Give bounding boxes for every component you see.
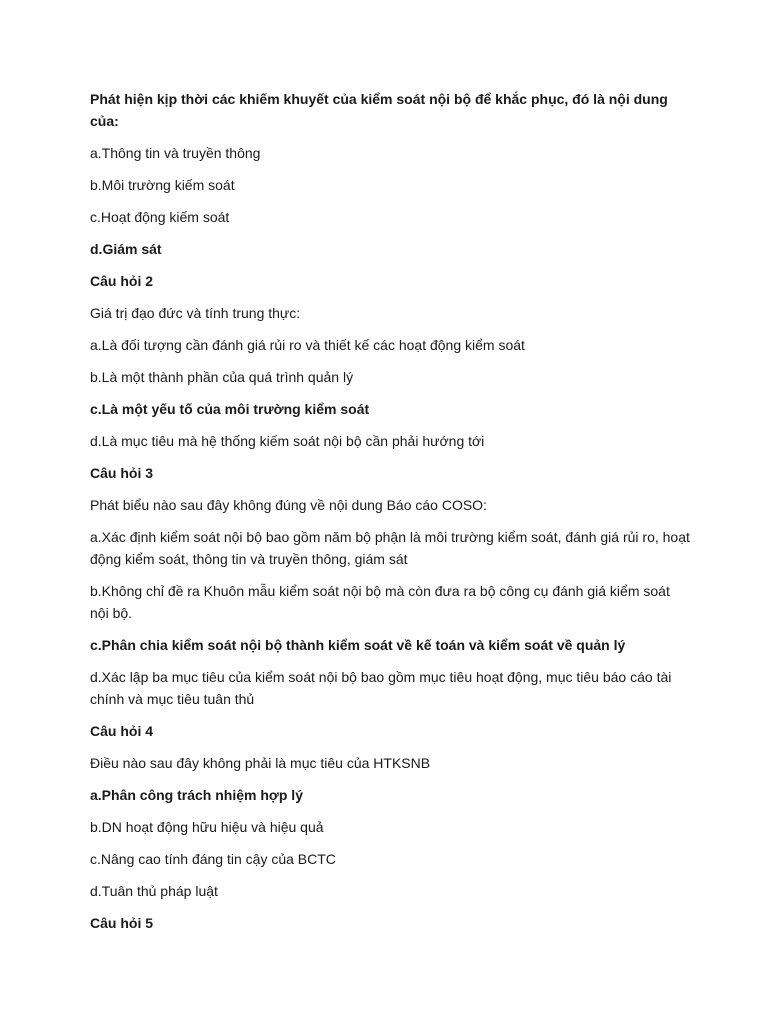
- document-page: [90, 88, 690, 944]
- question-2-option-d: d.Là mục tiêu mà hệ thống kiếm soát nội bộ cần phải hướng tới: [90, 433, 485, 449]
- question-1-option-c: c.Hoạt động kiếm soát: [90, 209, 230, 225]
- question-2-option-a: a.Là đối tượng cần đánh giá rủi ro và thiết kế các hoạt động kiểm soát: [90, 337, 525, 353]
- question-4-prompt: Điều nào sau đây không phải là mục tiêu của HTKSNB: [90, 755, 431, 771]
- question-4-option-d: d.Tuân thủ pháp luật: [90, 883, 218, 899]
- question-1-prompt: Phát hiện kịp thời các khiếm khuyết của kiểm soát nội bộ để khắc phục, đó là nội dung của:: [90, 91, 668, 129]
- question-1-option-b: b.Môi trường kiếm soát: [90, 177, 235, 193]
- question-3-prompt: Phát biểu nào sau đây không đúng về nội dung Báo cáo COSO:: [90, 497, 487, 513]
- question-2-heading: Câu hỏi 2: [90, 273, 154, 289]
- question-3-option-c-answer: c.Phân chia kiểm soát nội bộ thành kiểm soát về kế toán và kiểm soát về quản lý: [90, 637, 626, 653]
- question-2-prompt: Giá trị đạo đức và tính trung thực:: [90, 305, 301, 321]
- question-4-option-c: c.Nâng cao tính đáng tin cậy của BCTC: [90, 851, 336, 867]
- question-4-option-b: b.DN hoạt động hữu hiệu và hiệu quả: [90, 819, 324, 835]
- question-3-option-b: b.Không chỉ đề ra Khuôn mẫu kiểm soát nội bộ mà còn đưa ra bộ công cụ đánh giá kiểm soát nội bộ.: [90, 583, 670, 621]
- question-3-heading: Câu hỏi 3: [90, 465, 154, 481]
- question-1-option-a: a.Thông tin và truyền thông: [90, 145, 261, 161]
- question-2-option-b: b.Là một thành phần của quá trình quản lý: [90, 369, 354, 385]
- question-4-heading: Câu hỏi 4: [90, 723, 154, 739]
- question-2-option-c-answer: c.Là một yếu tố của môi trường kiểm soát: [90, 401, 370, 417]
- question-4-option-a-answer: a.Phân công trách nhiệm hợp lý: [90, 787, 303, 803]
- question-5-heading: Câu hỏi 5: [90, 915, 154, 931]
- question-3-option-d: d.Xác lập ba mục tiêu của kiểm soát nội bộ bao gồm mục tiêu hoạt động, mục tiêu báo cáo tài chính và mục tiêu tuân thủ: [90, 669, 672, 707]
- question-3-option-a: a.Xác định kiểm soát nội bộ bao gồm năm bộ phận là môi trường kiểm soát, đánh giá rủi ro, hoạt động kiểm soát, thông tin và truyền thông, giám sát: [90, 529, 690, 567]
- question-1-option-d-answer: d.Giám sát: [90, 241, 162, 257]
